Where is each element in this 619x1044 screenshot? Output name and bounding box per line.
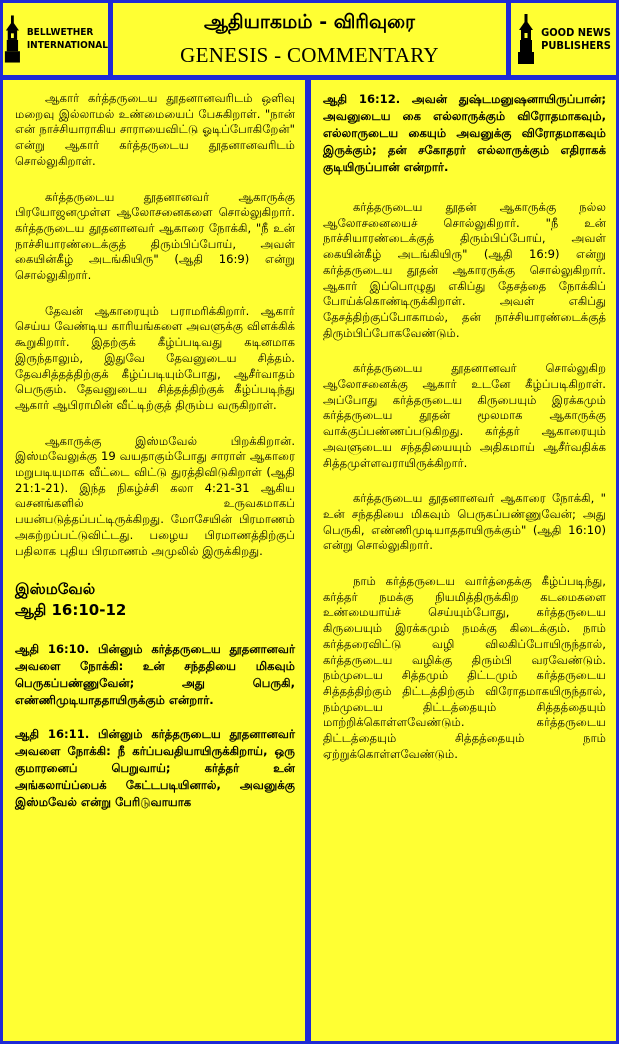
section-reference: ஆதி 16:10-12: [15, 601, 127, 620]
title-tamil: ஆதியாகமம் - விரிவுரை: [204, 11, 415, 33]
paragraph: கர்த்தருடைய தூதனானவர் ஆகாரை நோக்கி, " உன் சந்ததியை மிகவும் பெருகப்பண்ணுவேன்; அது பெருகி, எண்ணிமுடியாததாயிருக்கும்" (ஆதி 16:10) என்று சொல்லுகிறார்.: [323, 491, 606, 553]
title-english: GENESIS - COMMENTARY: [180, 43, 439, 67]
paragraph: கர்த்தருடைய தூதனானவர் சொல்லுகிற ஆலோசனைக்கு ஆகார் உடனே கீழ்ப்படிகிறாள். அப்போது கர்த்தருடைய கிருபையும் இரக்கமும் கர்த்தருடைய தூதன் மூலமாக ஆகாருக்கு வாக்குப்பண்ணப்படுகிறது. கர்த்தர் ஆகாரையும் அவளுடைய சந்ததியையும் அதிகமாய் ஆசீர்வதிக்க சித்தமுள்ளவராயிருக்கிறார்.: [323, 361, 606, 470]
verse: ஆதி 16:10. பின்னும் கர்த்தருடைய தூதனானவர் அவளை நோக்கி: உன் சந்ததியை மிகவும் பெருகப்பண்ணுவேன்; அது பெருகி, எண்ணிமுடியாததாயிருக்கும் என்றார்.: [15, 642, 295, 708]
section-heading: [15, 579, 295, 621]
paragraph: ஆகாருக்கு இஸ்மவேல் பிறக்கிறான். இஸ்மவேலுக்கு 19 வயதாகும்போது சாராள் ஆகாரை மறுபடியுமாக வீட்டை விட்டு துரத்திவிடுகிறாள் (ஆதி 21:1-21). இந்த நிகழ்ச்சி கலா 4:21-31 ஆகிய வசனங்களில் உருவகமாகப் பயன்படுத்தப்பட்டிருக்கிறது. மோசேயின் பிரமாணம் அகற்றப்பட்டுவிட்டது. பழைய பிரமாணத்திற்குப் பதிலாக புதிய பிரமாணம் அமுலில் இருக்கிறது.: [15, 433, 295, 558]
paragraph: கர்த்தருடைய தூதன் ஆகாருக்கு நல்ல ஆலோசனையைச் சொல்லுகிறார். "நீ உன் நாச்சியாரண்டைக்குத் திரும்பிப்போய், அவள் கையின்கீழ் அடங்கியிரு" (ஆதி 16:9) என்று கர்த்தருடைய தூதன் ஆகாரருக்கு சொல்லுகிறார். ஆகார் இப்பொழுது எகிப்து தேசத்தை நோக்கிப் போய்க்கொண்டிருக்கிறாள். அவள் எகிப்து தேசத்திற்குப்போகாமல், தன் நாச்சியாரண்டைக்குத் திரும்பிப்போகவேண்டும்.: [323, 200, 606, 340]
bell-tower-icon: [516, 14, 536, 64]
header-title: [113, 3, 506, 75]
verse: ஆதி 16:11. பின்னும் கர்த்தருடைய தூதனானவர் அவளை நோக்கி: நீ கர்ப்பவதியாயிருக்கிறாய், ஒரு குமாரனைப் பெறுவாய்; கர்த்தர் உன் அங்கலாய்ப்பைக் கேட்டபடியினால், அவனுக்கு இஸ்மவேல் என்று பேரிடுவாயாக: [15, 727, 295, 810]
logo-right-line1: GOOD NEWS: [541, 26, 611, 39]
section-title: இஸ்மவேல்: [15, 580, 96, 599]
bell-tower-icon: [3, 14, 22, 64]
logo-right-line2: PUBLISHERS: [541, 39, 611, 52]
paragraph: நாம் கர்த்தருடைய வார்த்தைக்கு கீழ்ப்படிந்து, கர்த்தர் நமக்கு நியமித்திருக்கிற கடமைகளை உண்மையாய்ச் செய்யும்போது, கர்த்தருடைய கிருபையும் இரக்கமும் நமக்கு கிடைக்கும். நாம் கர்த்தரைவிட்டு வழி விலகிப்போயிருந்தால், கர்த்தருடைய வழிக்கு திரும்பி வரவேண்டும். நம்முடைய சித்தமும் திட்டமும் கர்த்தருடைய சித்தத்திற்கும் திட்டத்திற்கும் விரோதமாகயிருந்தால், நம்முடைய திட்டத்தையும் சித்தத்தையும் மாற்றிக்கொள்ளவேண்டும். கர்த்தருடைய திட்டத்தையும் சித்தத்தையும் நாம் ஏற்றுக்கொள்ளவேண்டும்.: [323, 574, 606, 761]
left-column: [3, 80, 305, 1041]
paragraph: கர்த்தருடைய தூதனானவர் ஆகாருக்கு பிரயோஜனமுள்ள ஆலோசனைகளை சொல்லுகிறார். கர்த்தருடைய தூதனானவர் ஆகாரை நோக்கி, "நீ உன் நாச்சியாரண்டைக்குத் திரும்பிப்போய், அவள் கையின்கீழ் அடங்கியிரு" (ஆதி 16:9) என்று சொல்லுகிறார்.: [15, 189, 295, 283]
logo-left-line2: INTERNATIONAL: [26, 40, 108, 51]
logo-left-line1: BELLWETHER: [26, 27, 94, 38]
bellwether-logo: [3, 3, 108, 75]
paragraph: தேவன் ஆகாரையும் பராமரிக்கிறார். ஆகார் செய்ய வேண்டிய காரியங்களை அவளுக்கு விளக்கிக் கூறுகிறார். இதற்குக் கீழ்ப்படிவது கடினமாக இருந்தாலும், இதுவே தேவனுடைய சித்தம். தேவசித்தத்திற்குக் கீழ்ப்படியும்போது, ஆசீர்வாதம் பெருகும். தேவனுடைய சித்தத்திற்குக் கீழ்ப்படிந்து ஆகார் ஆபிராமின் வீட்டிற்குத் திரும்ப வருகிறாள்.: [15, 303, 295, 412]
right-column: [311, 80, 616, 1041]
verse: ஆதி 16:12. அவன் துஷ்டமனுஷனாயிருப்பான்; அவனுடைய கை எல்லாருக்கும் விரோதமாகவும், எல்லாருடைய கையும் அவனுக்கு விரோதமாகவும் இருக்கும்; தன் சகோதரர் எல்லாருக்கும் எதிராகக் குடியிருப்பான் என்றார்.: [323, 92, 606, 174]
good-news-logo: [511, 3, 616, 75]
paragraph: ஆகார் கர்த்தருடைய தூதனானவரிடம் ஒளிவு மறைவு இல்லாமல் உண்மையைப் பேசுகிறாள். "நான் என் நாச்சியாராகிய சாராயைவிட்டு ஓடிப்போகிறேன்" என்று ஆகார் கர்த்தருடைய தூதனானவரிடம் சொல்லுகிறாள்.: [15, 91, 295, 168]
